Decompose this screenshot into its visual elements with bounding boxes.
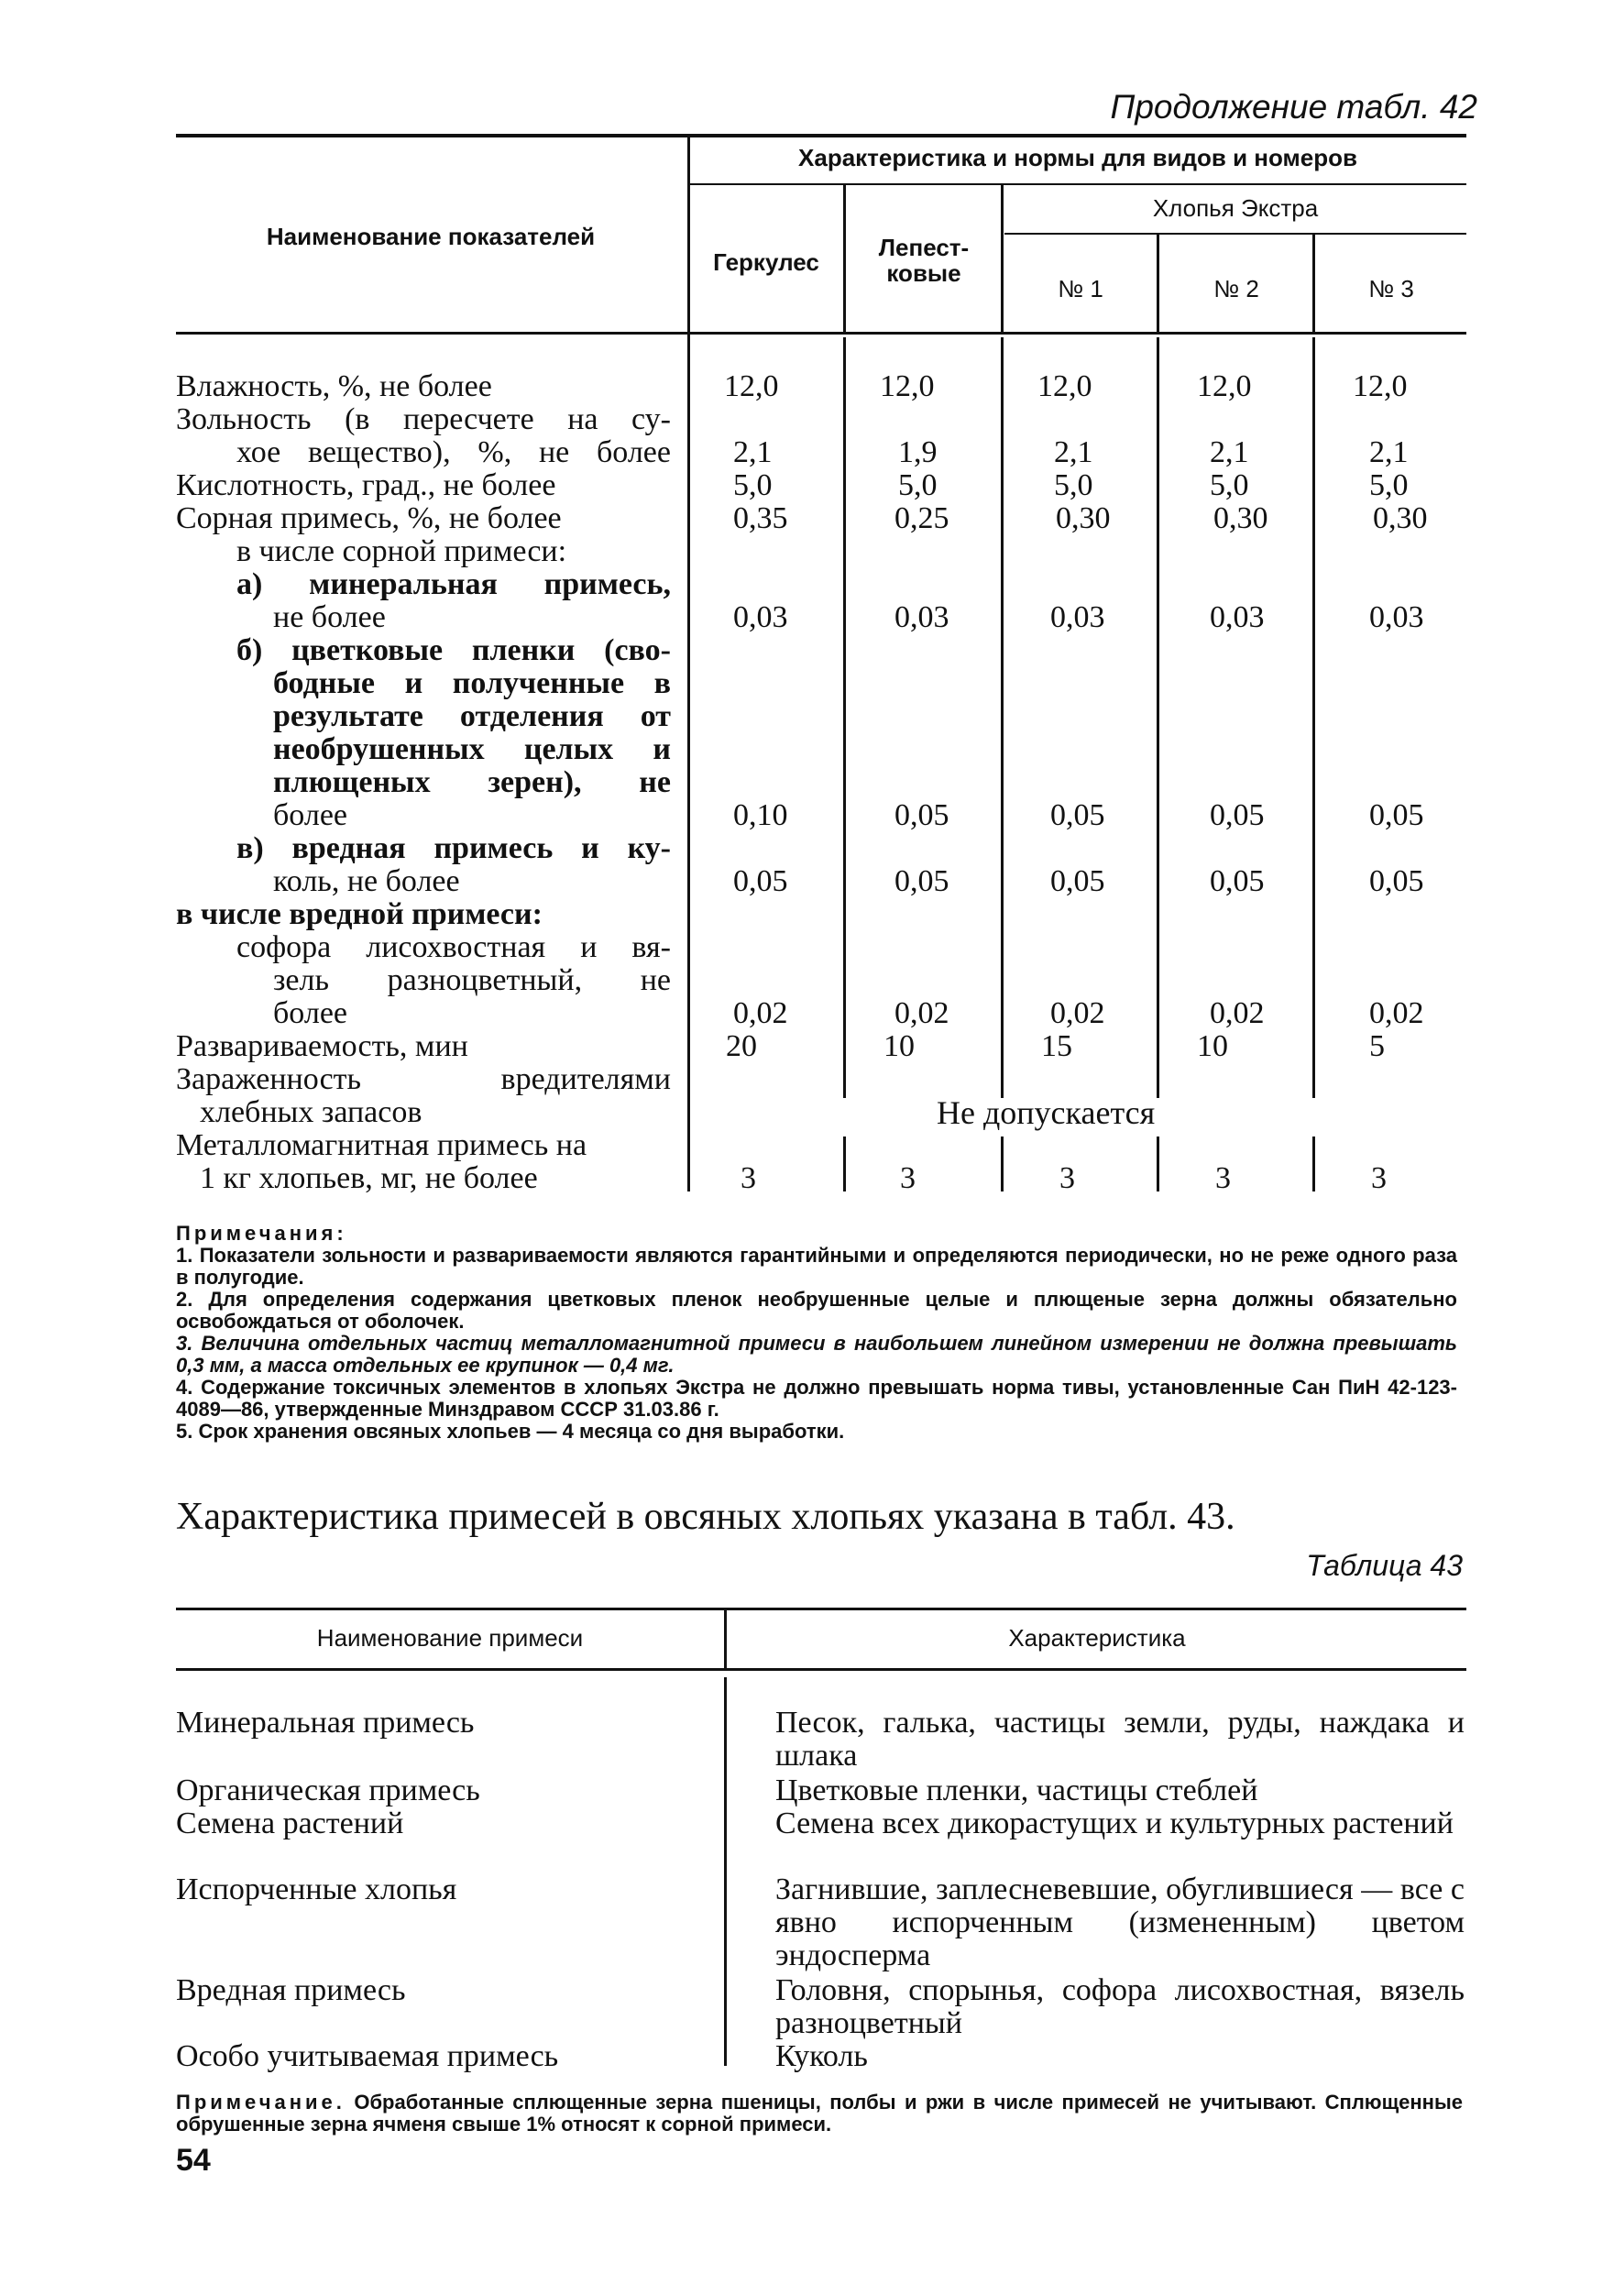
header-no2: № 2 [1213,275,1259,302]
cell-value: 0,03 [1050,600,1105,634]
note-item: 3. Величина отдельных частиц металломагнитной примеси в наибольшем линейном измерении не должна превышать 0,3 мм, а масса отдельных ее крупинок — 0,4 мг. [176,1332,1457,1377]
cell-value: 0,05 [733,864,788,898]
col-divider [843,1136,846,1191]
row-label: более [273,996,347,1030]
note-item: 4. Содержание токсичных элементов в хлопьях Экстра не должно превышать норма тивы, установленные Сан ПиН 42-123-4089—86, утвержденные Минздравом СССР 31.03.86 г. [176,1376,1457,1421]
row-label: хлебных запасов [200,1095,422,1129]
t43-row-name: Особо учитываемая примесь [176,2039,559,2073]
table43-header-rule [176,1668,1466,1671]
cell-value: 12,0 [1197,369,1252,403]
header-petal: Лепест- ковые [878,234,970,287]
cell-value: 3 [741,1161,756,1195]
row-label: зель разноцветный, не [273,963,671,997]
col-divider [1157,1136,1159,1191]
col-divider [843,337,846,1098]
col-divider [1001,337,1004,1098]
header-group: Характеристика и нормы для видов и номеров [798,144,1357,171]
cell-value: 5,0 [1369,468,1409,502]
cell-value: 1,9 [898,435,938,469]
note-item: 1. Показатели зольности и развариваемости являются гарантийными и определяются периодически, но не реже одного раза в полугодие. [176,1244,1457,1289]
cell-value: 0,30 [1213,501,1268,535]
cell-value: 3 [1059,1161,1075,1195]
row-label: в) вредная примесь и ку- [236,831,671,865]
col-divider [843,185,846,334]
cell-value: 0,02 [1050,996,1105,1030]
header-rule-1 [689,183,1466,185]
cell-value: 2,1 [1054,435,1093,469]
row-label: хое вещество), %, не более [236,435,671,469]
header-extra: Хлопья Экстра [1152,194,1319,222]
cell-value: 3 [1215,1161,1231,1195]
t43-row-desc: Головня, спорынья, софора лисохвостная, вязель разноцветный [775,1973,1465,2040]
cell-value: 2,1 [733,435,773,469]
row-label: более [273,798,347,832]
cell-value: 12,0 [1037,369,1092,403]
row-label: Зольность (в пересчете на су- [176,402,671,436]
cell-value: 0,03 [894,600,949,634]
col-divider [1157,235,1159,334]
row-label: Развариваемость, мин [176,1029,468,1063]
row-label: Сорная примесь, %, не более [176,501,562,535]
cell-value: 3 [1371,1161,1387,1195]
col-divider [1157,337,1159,1098]
t43-row-desc: Загнившие, заплесневевшие, обуглившиеся — все с явно испорченным (измененным) цветом эндосперма [775,1872,1465,1972]
col-divider [724,1677,727,2066]
cell-value: 0,10 [733,798,788,832]
cell-value: 0,03 [733,600,788,634]
note-label: Примечание. [176,2091,346,2114]
row-label: Кислотность, град., не более [176,468,556,502]
intro-paragraph: Характеристика примесей в овсяных хлопьях указана в табл. 43. [176,1496,1235,1538]
cell-value: 3 [900,1161,916,1195]
cell-value: 2,1 [1369,435,1409,469]
header-indicators: Наименование показателей [266,223,596,250]
t43-header-name: Наименование примеси [316,1624,584,1652]
col-divider [1312,337,1315,1098]
cell-value: 0,02 [894,996,949,1030]
cell-value: 0,05 [1369,864,1424,898]
note-item: 5. Срок хранения овсяных хлопьев — 4 месяца со дня выработки. [176,1420,845,1443]
row-label: б) цветковые пленки (сво- [236,633,671,667]
row-label: Зараженность вредителями [176,1062,671,1096]
cell-value: 0,02 [733,996,788,1030]
cell-value: 0,30 [1056,501,1111,535]
row-label: не более [273,600,386,634]
note-item: 2. Для определения содержания цветковых пленок необрушенные целые и плющеные зерна должны обязательно освобождаться от оболочек. [176,1288,1457,1333]
cell-value: 0,03 [1210,600,1265,634]
row-label: а) минеральная примесь, [236,567,671,601]
cell-value: 10 [883,1029,915,1063]
t43-row-desc: Семена всех дикорастущих и культурных растений [775,1806,1454,1840]
page-number: 54 [176,2143,211,2178]
cell-value: 12,0 [880,369,935,403]
header-no1: № 1 [1058,275,1103,302]
t43-row-name: Органическая примесь [176,1773,480,1807]
row-label: бодные и полученные в [273,666,671,700]
row-label: Металломагнитная примесь на [176,1128,587,1162]
row-label: плющеных зерен), не [273,765,671,799]
cell-value: 5,0 [1054,468,1093,502]
cell-value: 0,05 [1369,798,1424,832]
row-label: в числе вредной примеси: [176,897,543,931]
cell-value: 12,0 [1353,369,1408,403]
row-label: результате отделения от [273,699,671,733]
row-label: необрушенных целых и [273,732,671,766]
notes-title: Примечания: [176,1222,347,1245]
t43-row-name: Вредная примесь [176,1973,406,2007]
cell-value: 0,05 [894,864,949,898]
cell-value: 0,05 [1050,798,1105,832]
header-bottom-rule [176,332,1466,335]
header-no3: № 3 [1368,275,1414,302]
cell-value: 0,05 [1050,864,1105,898]
not-allowed-text: Не допускается [937,1094,1156,1131]
t43-row-desc: Куколь [775,2039,868,2073]
row-label: софора лисохвостная и вя- [236,930,671,964]
cell-value: 0,02 [1210,996,1265,1030]
t43-header-desc: Характеристика [1008,1624,1186,1652]
t43-row-name: Семена растений [176,1806,404,1840]
cell-value: 10 [1197,1029,1228,1063]
cell-value: 20 [726,1029,757,1063]
cell-value: 0,02 [1369,996,1424,1030]
table-top-rule [176,134,1466,137]
cell-value: 2,1 [1210,435,1249,469]
cell-value: 0,05 [894,798,949,832]
header-rule-2 [1004,233,1466,235]
row-label: 1 кг хлопьев, мг, не более [200,1161,538,1195]
col-divider [687,136,690,1191]
t43-row-desc: Цветковые пленки, частицы стеблей [775,1773,1258,1807]
cell-value: 5 [1369,1029,1385,1063]
cell-value: 0,30 [1373,501,1428,535]
note-text: Обработанные сплющенные зерна пшеницы, полбы и ржи в числе примесей не учитывают. Сплющенные обрушенные зерна ячменя свыше 1% относят к сорной примеси. [176,2091,1463,2136]
cell-value: 5,0 [1210,468,1249,502]
table43-top-rule [176,1608,1466,1610]
cell-value: 0,25 [894,501,949,535]
col-divider [1312,235,1315,334]
row-label: Влажность, %, не более [176,369,492,403]
row-label: в числе сорной примеси: [236,534,567,568]
cell-value: 15 [1041,1029,1072,1063]
t43-row-name: Минеральная примесь [176,1706,475,1740]
col-divider [1001,1136,1004,1191]
row-label: коль, не более [273,864,460,898]
cell-value: 0,35 [733,501,788,535]
t43-row-desc: Песок, галька, частицы земли, руды, наждака и шлака [775,1706,1465,1773]
table43-title: Таблица 43 [1306,1549,1463,1582]
cell-value: 5,0 [733,468,773,502]
col-divider [1312,1136,1315,1191]
header-hercules: Геркулес [713,248,819,276]
col-divider [724,1609,727,1668]
cell-value: 0,03 [1369,600,1424,634]
col-divider [1001,185,1004,334]
continuation-title: Продолжение табл. 42 [1110,88,1477,126]
cell-value: 0,05 [1210,864,1265,898]
table42-notes [176,1223,1457,1443]
cell-value: 5,0 [898,468,938,502]
table43-note [176,2092,1463,2136]
cell-value: 0,05 [1210,798,1265,832]
t43-row-name: Испорченные хлопья [176,1872,457,1906]
cell-value: 12,0 [724,369,779,403]
